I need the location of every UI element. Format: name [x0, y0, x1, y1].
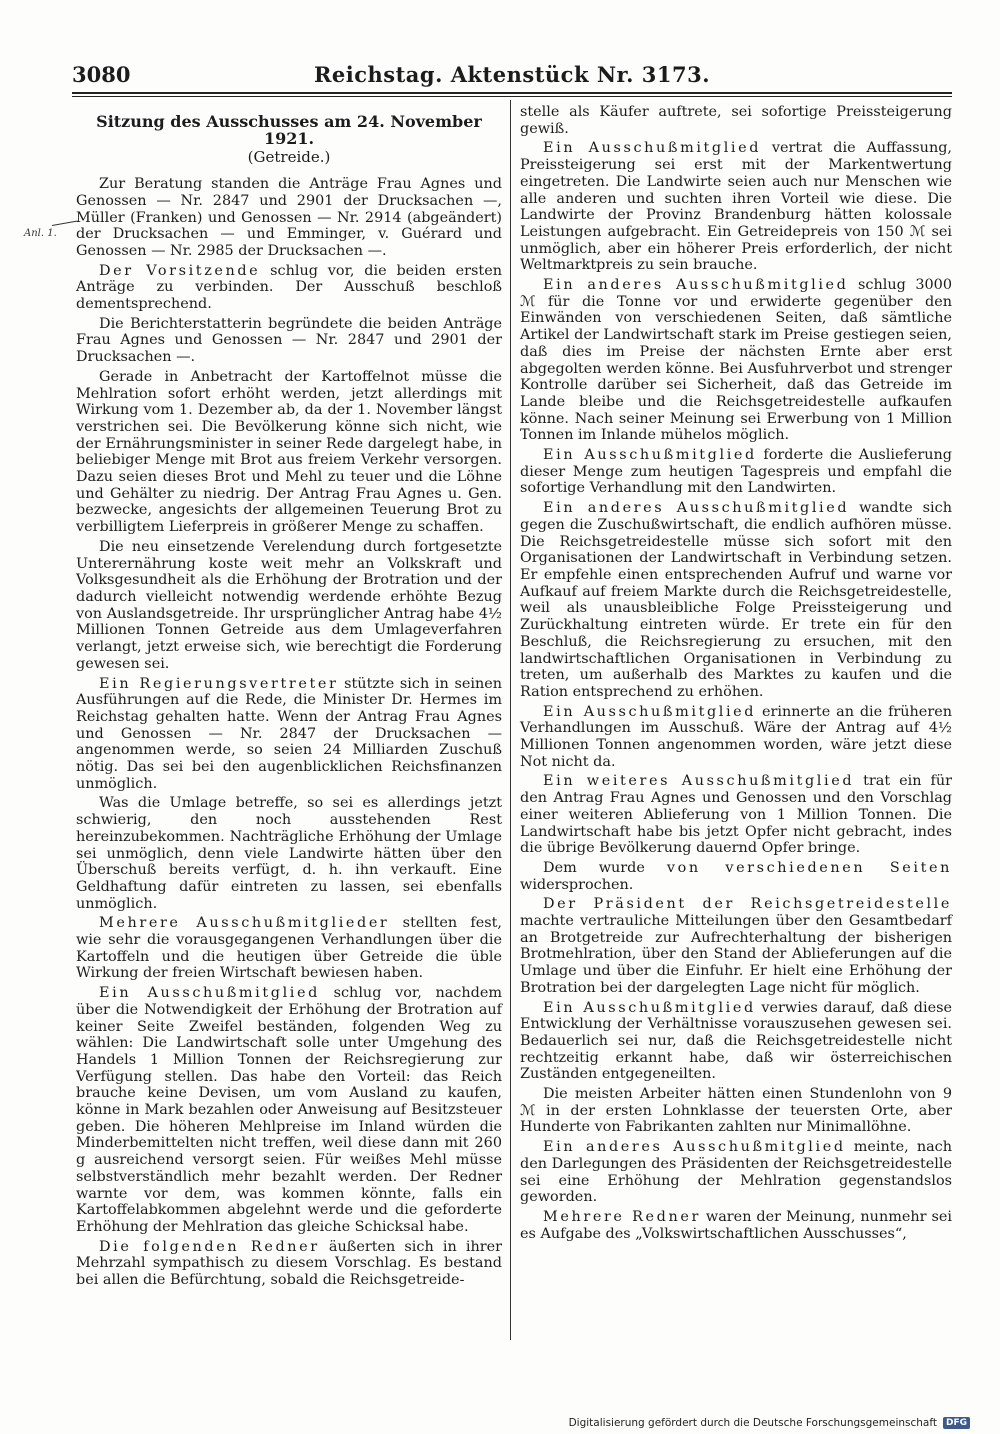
paragraph: stelle als Käufer auftrete, sei sofortige Preissteigerung gewiß. [520, 104, 952, 137]
paragraph: Die Berichterstatterin begründete die beiden Anträge Frau Agnes und Genossen — Nr. 2847 und 2901 der Drucksachen —. [76, 315, 502, 366]
paragraph [76, 676, 502, 793]
column-divider [510, 100, 511, 1340]
footer-text: Digitalisierung gefördert durch die Deutsche Forschungsgemeinschaft [568, 1417, 937, 1429]
paragraph [520, 140, 952, 274]
speaker: Der Präsident der Reichsgetreidestelle [543, 896, 952, 913]
speaker: Ein Ausschußmitglied [543, 447, 757, 464]
paragraph-text: schlug vor, nachdem über die Notwendigkeit der Erhöhung der Brotration auf keiner Seite Zweifel beständen, folgenden Weg zu wählen: Die Landwirtschaft solle unter Umgehung des Handels 1 Million Tonnen der Reichsregierung zur Verfügung stellen. Das habe den Vorteil: das Reich brauche keine Devisen, um vom Ausland zu kaufen, könne in Mark bezahlen oder Anweisung auf Besitzsteuer geben. Die höheren Mehlpreise im Inland würden die Minderbemittelten nicht treffen, weil diese dann mit 260 g ausreichend versorgt seien. Für weißes Mehl müsse selbstverständlich mehr bezahlt werden. Der Redner warnte vor dem, was kommen könnte, falls ein Kartoffelabkommen abgelehnt werde und die geforderte Erhöhung der Mehlration das gleiche Schicksal habe. [76, 985, 503, 1235]
paragraph-text: waren der Meinung, nunmehr sei es Aufgabe des „Volkswirtschaftlichen Ausschusses“, [520, 1209, 952, 1242]
speaker: von verschiedenen Seiten [666, 859, 952, 876]
paragraph [76, 985, 502, 1236]
speaker: Ein Ausschußmitglied [99, 985, 320, 1002]
paragraph-text: meinte, nach den Darlegungen des Präsidenten der Reichsgetreidestelle sei eine Erhöhung der Mehlration gegenstandslos geworden. [520, 1139, 953, 1206]
dfg-logo: DFG [943, 1417, 970, 1429]
margin-note-line [52, 220, 78, 225]
speaker: Ein anderes Ausschußmitglied [543, 277, 849, 294]
speaker: Ein Ausschußmitglied [543, 999, 756, 1016]
margin-note: Anl. 1. [24, 228, 57, 239]
paragraph [520, 500, 952, 700]
paragraph-text: schlug 3000 ℳ für die Tonne vor und erwiderte gegenüber den Einwänden von verschiedenen Seiten, daß sämtliche Artikel der Landwirtschaft stark im Preise gestiegen seien, daß dies im Preise der nächsten Ernte aber erst abgegolten werden könne. Bei Ausfuhrverbot und strenger Kontrolle darüber sei Sicherheit, daß das Getreide im Lande bleibe und die Reichsgetreidestelle aufkaufen könne. Nach seiner Meinung sei Erwerbung von 1 Million Tonnen im Inlande mühelos möglich. [520, 277, 952, 444]
right-column [520, 104, 952, 1245]
paragraph [520, 896, 952, 996]
paragraph-text: machte vertrauliche Mitteilungen über den Gesamtbedarf an Brotgetreide zur Aufrechterhaltung der bisherigen Brotmehlration, über den Stand der Ablieferungen auf die Umlage und über die Einfuhr. Er hielt eine Erhöhung der Brotration bei der dargelegten Lage nicht für möglich. [520, 913, 952, 996]
paragraph [520, 1139, 952, 1206]
paragraph: Gerade in Anbetracht der Kartoffelnot müsse die Mehlration sofort erhöht werden, jetzt allerdings mit Wirkung vom 1. Dezember ab, da der 1. November längst verstrichen sei. Die Bevölkerung könne sich nicht, wie der Ernährungsminister in seiner Rede dargelegt habe, in beliebiger Menge mit Brot aus freiem Verkehr versorgen. Dazu seien dieses Brot und Mehl zu teuer und die Löhne und Gehälter zu niedrig. Der Antrag Frau Agnes u. Gen. bezwecke, angesichts der allgemeinen Teuerung Brot zu verbilligtem Lieferpreis in größerer Menge zu schaffen. [76, 368, 502, 536]
paragraph [520, 277, 952, 444]
paragraph-text: stützte sich in seinen Ausführungen auf die Rede, die Minister Dr. Hermes im Reichstag gehalten hatte. Wenn der Antrag Frau Agnes und Genossen — Nr. 2847 der Drucksachen — angenommen werde, so seien 24 Milliarden Zuschuß nötig. Das sei bei den augenblicklichen Reichsfinanzen unmöglich. [76, 675, 503, 792]
paragraph [520, 860, 952, 893]
session-subtitle: (Getreide.) [247, 148, 331, 167]
paragraph [520, 773, 952, 857]
paragraph [76, 263, 502, 313]
speaker: Ein Regierungsvertreter [99, 675, 339, 692]
paragraph-text: stellten fest, wie sehr die vorausgegangenen Verhandlungen über die Kartoffeln und die heutigen über Getreide die üble Wirkung der freien Wirtschaft bewiesen haben. [76, 915, 502, 982]
session-title: Sitzung des Ausschusses am 24. November 1921. [96, 112, 482, 148]
speaker: Ein anderes Ausschußmitglied [543, 1139, 846, 1156]
paragraph [76, 915, 502, 982]
left-column [76, 104, 502, 1292]
page-header [72, 62, 952, 94]
speaker: Mehrere Ausschußmitglieder [99, 915, 390, 932]
paragraph: Was die Umlage betreffe, so sei es allerdings jetzt schwierig, den noch ausstehenden Rest hereinzubekommen. Nachträgliche Erhöhung der Umlage sei unmöglich, denn viele Landwirte hätten über den Überschuß bereits verfügt, d. h. ihn verkauft. Eine Geldhaftung dafür eintreten zu lassen, sei ebenfalls unmöglich. [76, 795, 502, 912]
paragraph-text: wandte sich gegen die Zuschußwirtschaft, die endlich aufhören müsse. Die Reichsgetreidestelle müsse sich sofort mit den Organisationen der Landwirtschaft in Verbindung setzen. Er empfehle einen entsprechenden Aufruf und warne vor Aufkauf auf freiem Markte durch die Reichsgetreidestelle, weil als unausbleibliche Folge Preissteigerung und Zurückhaltung eintreten würde. Er trete ein für den Beschluß, die Reichsregierung zu ersuchen, mit den landwirtschaftlichen Organisationen in Verbindung zu treten, um außerhalb des Marktes zu kaufen und die Ration entsprechend zu erhöhen. [520, 500, 952, 700]
paragraph [520, 1209, 952, 1242]
paragraph-text: schlug vor, die beiden ersten Anträge zu verbinden. Der Ausschuß beschloß dementsprechend. [76, 262, 502, 313]
paragraph-text: vertrat die Auffassung, Preissteigerung sei erst mit der Markentwertung eingetreten. Die Landwirte seien auch nur Menschen wie alle anderen und suchten ihren Vorteil wie diese. Die Landwirte der Provinz Brandenburg hätten kolossale Leistungen aufgebracht. Ein Getreidepreis von 150 ℳ sei unmöglich, aber ein höherer Preis erforderlich, der nicht Weltmarktpreis zu sein brauche. [520, 140, 952, 274]
paragraph-text: widersprochen. [520, 876, 634, 893]
paragraph-text: äußerten sich in ihrer Mehrzahl sympathisch zu diesem Vorschlag. Es bestand bei allen die Befürchtung, sobald die Reichsgetreide- [76, 1238, 502, 1289]
paragraph-text: verwies darauf, daß diese Entwicklung der Verhältnisse vorauszusehen gewesen sei. Bedauerlich sei nur, daß die Reichsgetreidestelle nicht rechtzeitig erkannt habe, daß wir österreichischen Zuständen entgegeneilten. [520, 999, 953, 1083]
paragraph-text: Dem wurde [543, 859, 667, 876]
speaker: Ein Ausschußmitglied [543, 140, 762, 157]
paragraph: Zur Beratung standen die Anträge Frau Agnes und Genossen — Nr. 2847 und 2901 der Drucksachen —, Müller (Franken) und Genossen — Nr. 2914 (abgeändert) der Drucksachen — und Emminger, v. Guérard und Genossen — Nr. 2985 der Drucksachen —. [76, 176, 502, 259]
page-number: 3080 [72, 62, 131, 87]
paragraph [520, 1000, 952, 1084]
digitization-footer [569, 1417, 970, 1429]
speaker: Ein weiteres Ausschußmitglied [543, 773, 855, 790]
paragraph [76, 1239, 502, 1289]
speaker: Der Vorsitzende [99, 262, 261, 279]
paragraph [520, 704, 952, 771]
speaker: Die folgenden Redner [99, 1238, 320, 1255]
paragraph [520, 447, 952, 497]
speaker: Mehrere Redner [543, 1209, 701, 1225]
paragraph: Die meisten Arbeiter hätten einen Stundenlohn von 9 ℳ in der ersten Lohnklasse der teuersten Orte, aber Hunderte von Fabrikanten zahlten nur Minimallöhne. [520, 1086, 952, 1136]
header-rule [72, 96, 952, 97]
paragraph-text: erinnerte an die früheren Verhandlungen im Ausschuß. Wäre der Antrag auf 4½ Millionen Tonnen angenommen worden, wäre jetzt diese Not nicht da. [520, 703, 952, 770]
speaker: Ein Ausschußmitglied [543, 703, 757, 720]
speaker: Ein anderes Ausschußmitglied [543, 500, 850, 517]
paragraph: Die neu einsetzende Verelendung durch fortgesetzte Unterernährung koste weit mehr an Volkskraft und Volksgesundheit als die Erhöhung der Brotration und der dadurch vielleicht notwendig werdende erhöhte Bezug von Auslandsgetreide. Ihr ursprünglicher Antrag habe 4½ Millionen Tonnen Getreide aus dem Umlageverfahren verlangt, jetzt erweise sich, wie berechtigt die Forderung gewesen sei. [76, 538, 502, 672]
running-head: Reichstag. Aktenstück Nr. 3173. [313, 62, 711, 87]
paragraph-text: forderte die Auslieferung dieser Menge zum heutigen Tagespreis und empfahl die sofortige Verhandlung mit den Landwirten. [520, 447, 952, 497]
paragraph-text: trat ein für den Antrag Frau Agnes und Genossen und den Vorschlag einer weiteren Ablieferung von 1 Million Tonnen. Die Landwirtschaft habe bis jetzt Opfer nicht gebracht, indes die übrige Bevölkerung dauernd Opfer bringe. [520, 773, 952, 857]
